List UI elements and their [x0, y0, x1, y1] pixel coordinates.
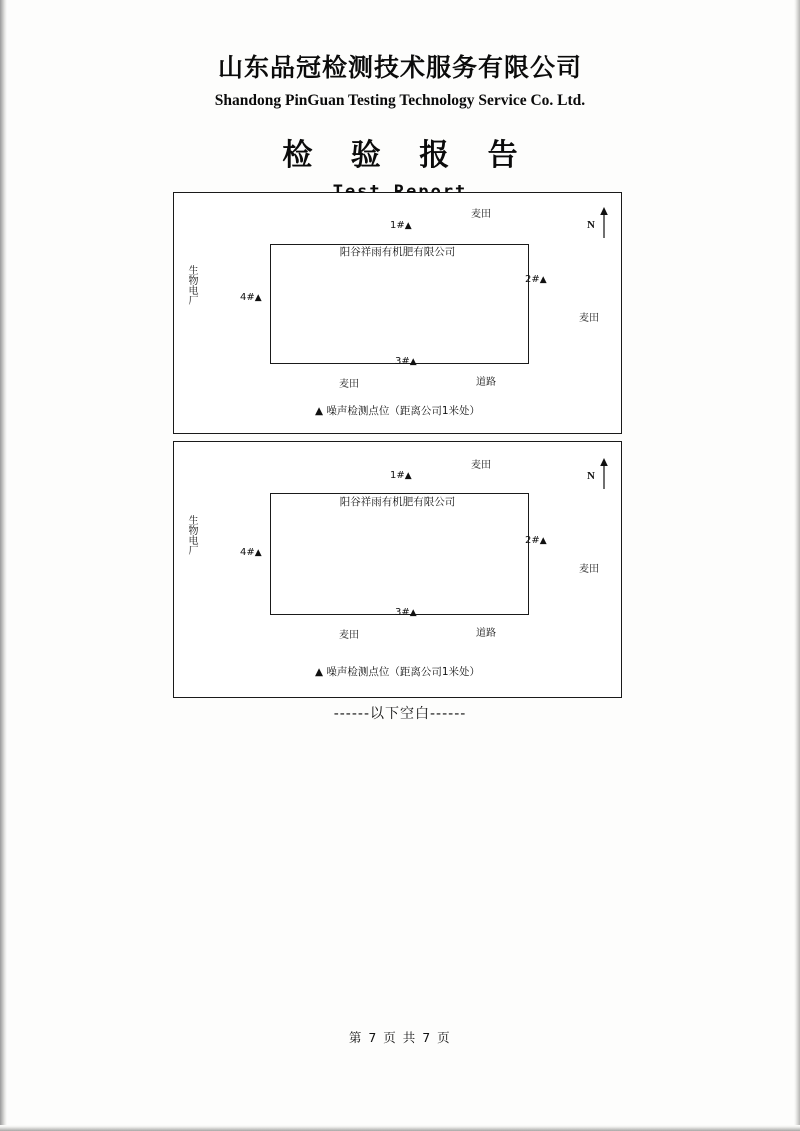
label-top-field: 麦田 — [471, 209, 491, 220]
report-title-cn: 检 验 报 告 — [282, 138, 532, 173]
facility-boundary-box — [270, 493, 529, 615]
north-label: N — [587, 470, 595, 482]
monitoring-point-4: 4#▲ — [240, 547, 262, 558]
monitoring-point-1: 1#▲ — [390, 220, 412, 231]
label-right-field: 麦田 — [579, 313, 599, 324]
triangle-marker-icon: ▲ — [409, 608, 417, 618]
company-name-en: Shandong PinGuan Testing Technology Service Co. Ltd. — [214, 92, 586, 109]
facility-boundary-box — [270, 244, 529, 364]
label-right-field: 麦田 — [579, 564, 599, 575]
monitoring-point-3: 3#▲ — [395, 607, 417, 618]
monitoring-point-4: 4#▲ — [240, 292, 262, 303]
diagram-caption: ▲ 噪声检测点位（距离公司1米处） — [314, 666, 481, 678]
triangle-marker-icon: ▲ — [409, 357, 417, 367]
monitoring-point-2: 2#▲ — [525, 535, 547, 546]
triangle-marker-icon: ▲ — [254, 293, 262, 303]
blank-section-note: ------以下空白------ — [333, 706, 467, 722]
north-label: N — [587, 219, 595, 231]
monitoring-point-1: 1#▲ — [390, 470, 412, 481]
monitoring-point-3: 3#▲ — [395, 356, 417, 367]
label-left-plant: 生物电厂 — [186, 265, 197, 305]
north-arrow-icon — [598, 207, 610, 239]
monitoring-point-2: 2#▲ — [525, 274, 547, 285]
label-road: 道路 — [476, 628, 496, 639]
triangle-marker-icon: ▲ — [254, 548, 262, 558]
label-bottom-field: 麦田 — [339, 630, 359, 641]
document-header — [0, 48, 800, 202]
label-bottom-field: 麦田 — [339, 379, 359, 390]
facility-name-label: 阳谷祥雨有机肥有限公司 — [339, 246, 456, 258]
company-name-cn: 山东品冠检测技术服务有限公司 — [217, 53, 582, 82]
facility-name-label: 阳谷祥雨有机肥有限公司 — [339, 496, 456, 508]
scan-edge-bottom — [0, 1125, 800, 1131]
noise-monitoring-diagram-1 — [173, 192, 622, 434]
label-left-plant: 生物电厂 — [186, 515, 197, 555]
page-footer — [0, 1028, 800, 1046]
triangle-marker-icon: ▲ — [404, 221, 412, 231]
triangle-marker-icon: ▲ — [539, 536, 547, 546]
label-road: 道路 — [476, 377, 496, 388]
page-number-text: 第 7 页 共 7 页 — [348, 1030, 452, 1045]
triangle-marker-icon: ▲ — [539, 275, 547, 285]
noise-monitoring-diagram-2 — [173, 441, 622, 698]
diagram-caption: ▲ 噪声检测点位（距离公司1米处） — [314, 405, 481, 417]
north-arrow-icon — [598, 458, 610, 490]
label-top-field: 麦田 — [471, 460, 491, 471]
triangle-marker-icon: ▲ — [404, 471, 412, 481]
